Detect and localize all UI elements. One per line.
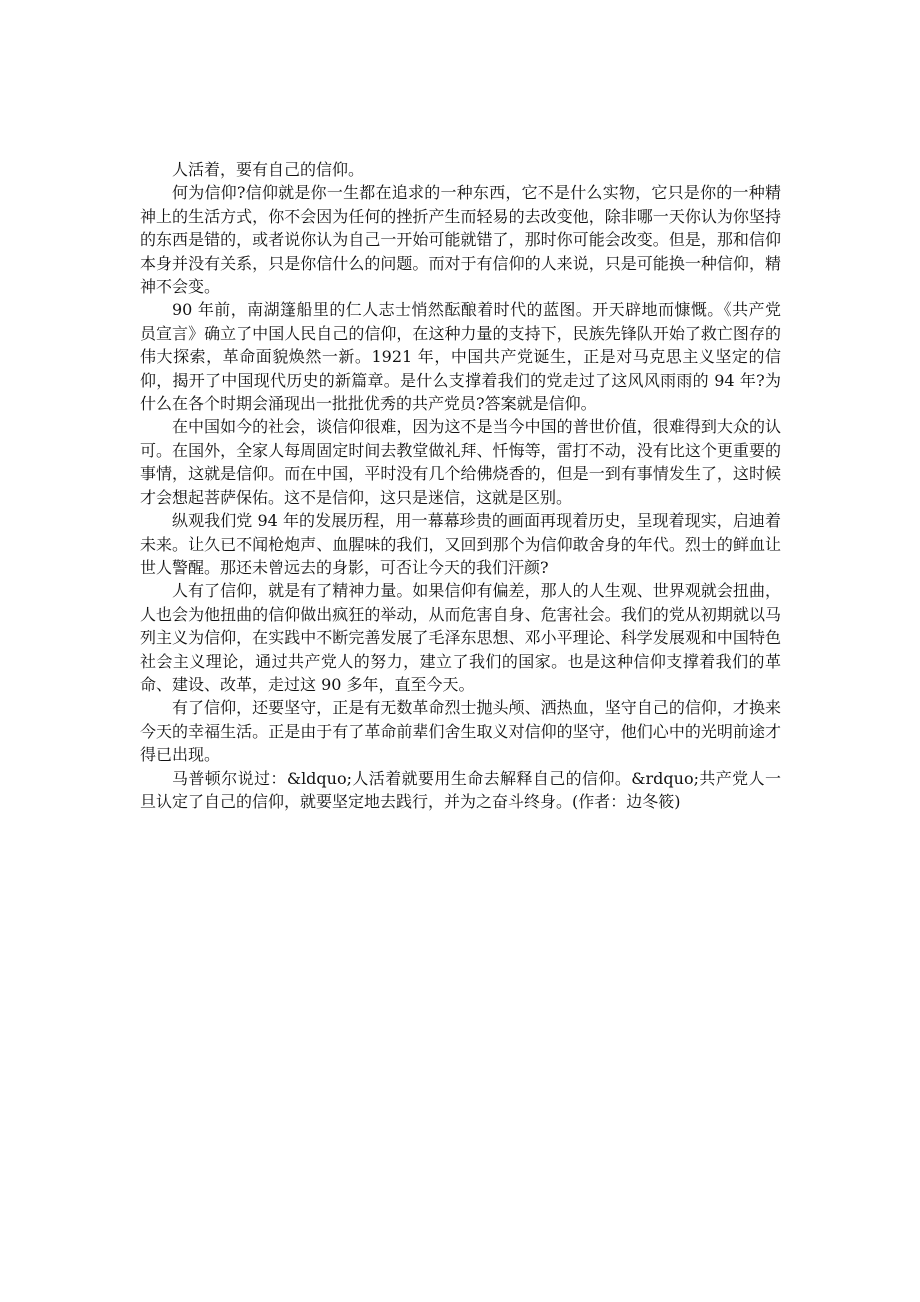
paragraph-8: 马普顿尔说过：&ldquo;人活着就要用生命去解释自己的信仰。&rdquo;共产党人一旦认定了自己的信仰，就要坚定地去践行，并为之奋斗终身。(作者：边冬筱) [140, 768, 781, 811]
paragraph-3: 90 年前，南湖篷船里的仁人志士悄然酝酿着时代的蓝图。开天辟地而慷慨。《共产党员宣言》确立了中国人民自己的信仰，在这种力量的支持下，民族先锋队开始了救亡图存的伟大探索，革命面貌焕然一新。1921 年，中国共产党诞生，正是对马克思主义坚定的信仰，揭开了中国现代历史的新篇章。是什么支撑着我们的党走过了这风风雨雨的 94 年?为什么在各个时期会涌现出一批批优秀的共产党员?答案就是信仰。 [140, 300, 781, 414]
paragraph-6: 人有了信仰，就是有了精神力量。如果信仰有偏差，那人的人生观、世界观就会扭曲，人也会为他扭曲的信仰做出疯狂的举动，从而危害自身、危害社会。我们的党从初期就以马列主义为信仰，在实践中不断完善发展了毛泽东思想、邓小平理论、科学发展观和中国特色社会主义理论，通过共产党人的努力，建立了我们的国家。也是这种信仰支撑着我们的革命、建设、改革，走过这 90 多年，直至今天。 [140, 581, 781, 694]
paragraph-5: 纵观我们党 94 年的发展历程，用一幕幕珍贵的画面再现着历史，呈现着现实，启迪着未来。让久已不闻枪炮声、血腥味的我们，又回到那个为信仰敢舍身的年代。烈士的鲜血让世人警醒。那还未曾远去的身影，可否让今天的我们汗颜? [140, 511, 781, 577]
paragraph-1: 人活着，要有自己的信仰。 [172, 160, 365, 179]
article-body [140, 158, 781, 813]
paragraph-4: 在中国如今的社会，谈信仰很难，因为这不是当今中国的普世价值，很难得到大众的认可。在国外，全家人每周固定时间去教堂做礼拜、忏悔等，雷打不动，没有比这个更重要的事情，这就是信仰。而在中国，平时没有几个给佛烧香的，但是一到有事情发生了，这时候才会想起菩萨保佑。这不是信仰，这只是迷信，这就是区别。 [140, 417, 781, 507]
paragraph-7: 有了信仰，还要坚守，正是有无数革命烈士抛头颅、洒热血，坚守自己的信仰，才换来今天的幸福生活。正是由于有了革命前辈们舍生取义对信仰的坚守，他们心中的光明前途才得已出现。 [140, 698, 781, 765]
paragraph-2: 何为信仰?信仰就是你一生都在追求的一种东西，它不是什么实物，它只是你的一种精神上的生活方式，你不会因为任何的挫折产生而轻易的去改变他，除非哪一天你认为你坚持的东西是错的，或者说你认为自己一开始可能就错了，那时你可能会改变。但是，那和信仰本身并没有关系，只是你信什么的问题。而对于有信仰的人来说，只是可能换一种信仰，精神不会变。 [140, 183, 781, 297]
